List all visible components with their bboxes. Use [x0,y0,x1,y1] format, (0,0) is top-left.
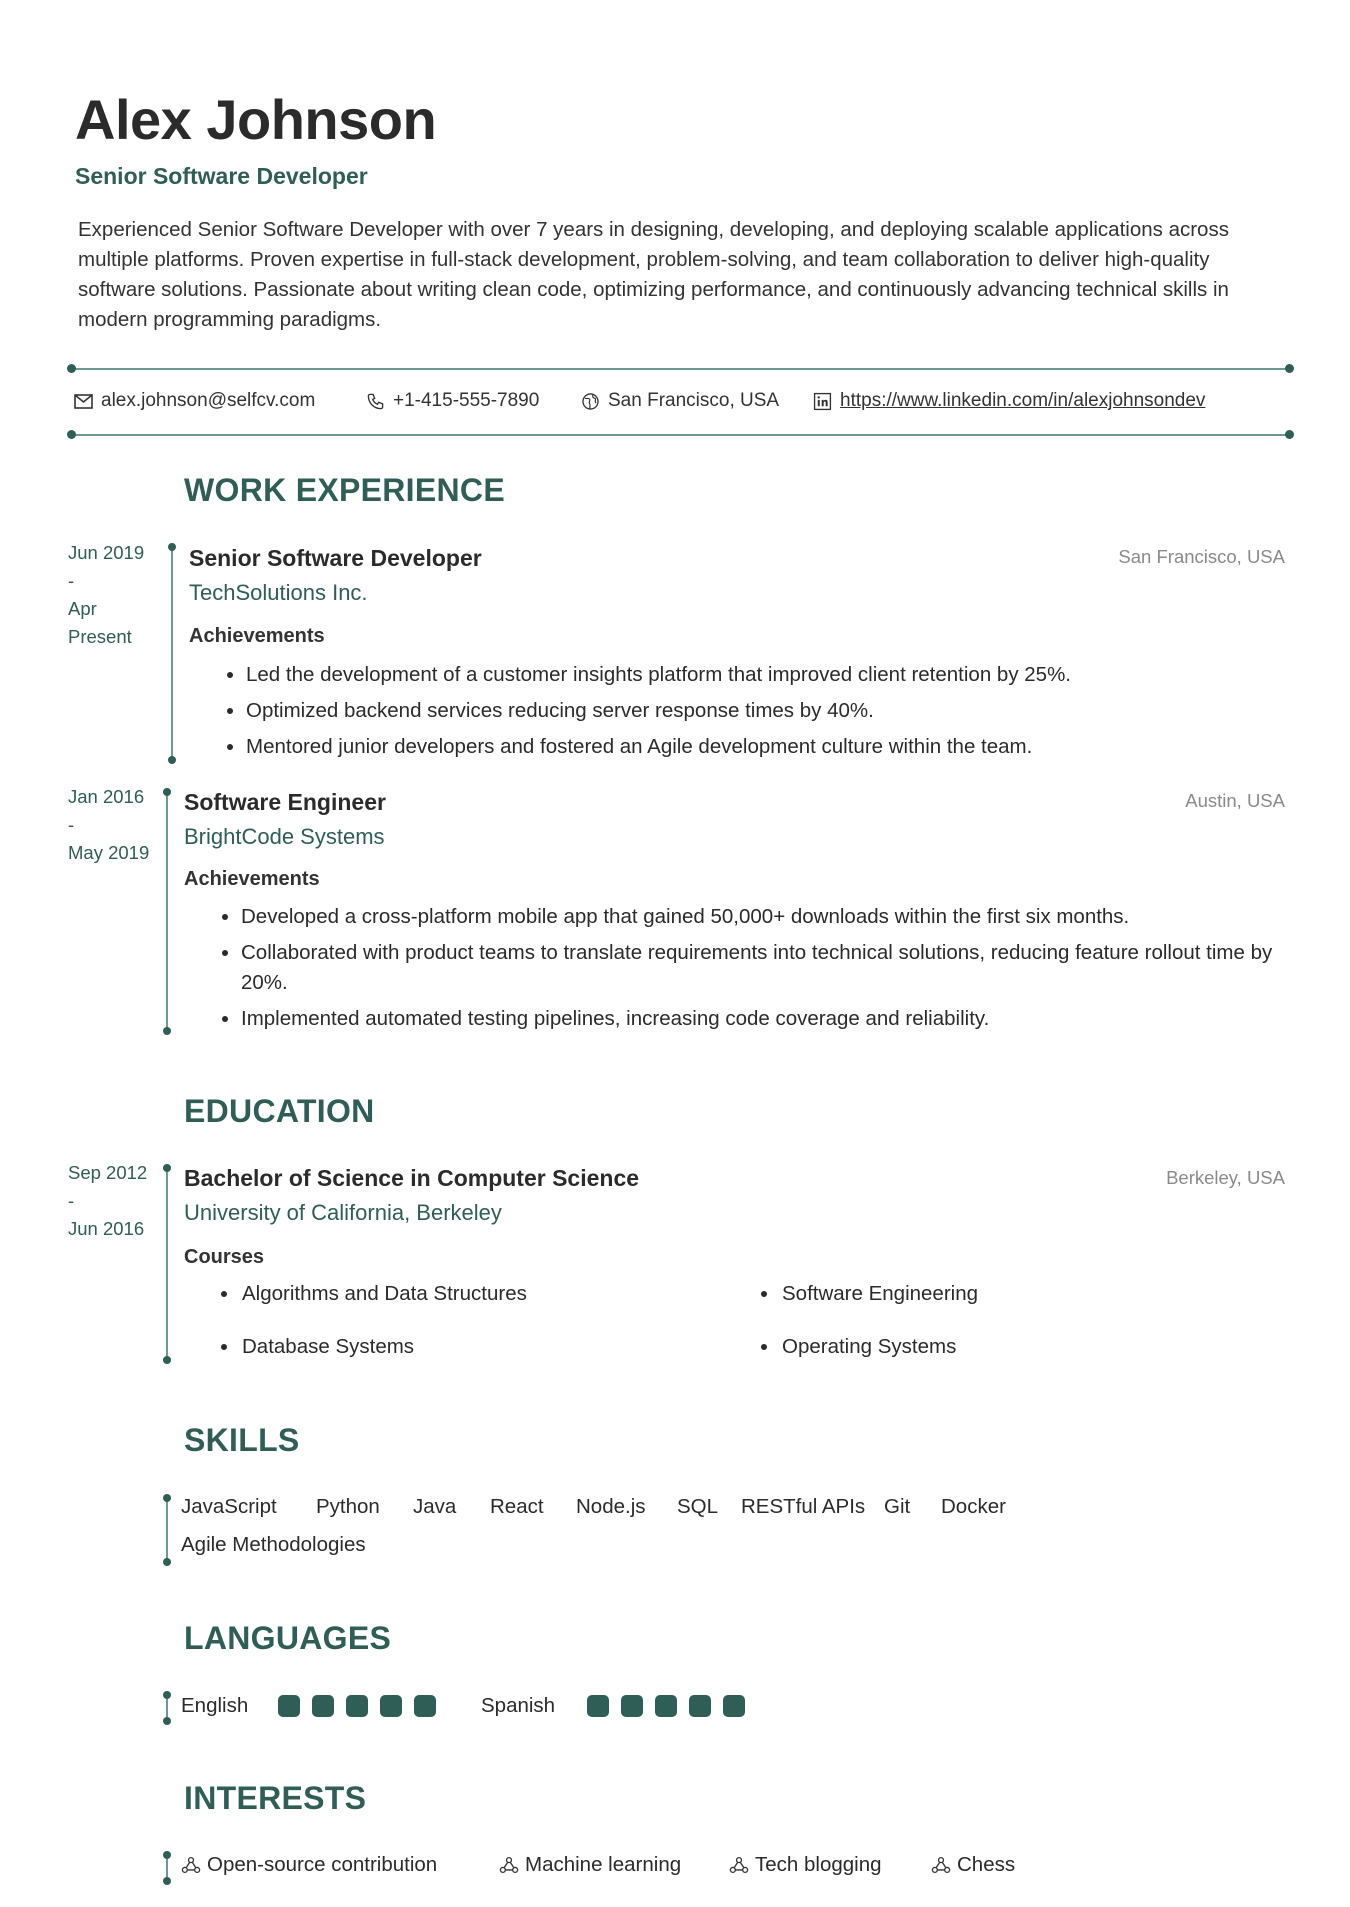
skill-item: Python [316,1495,380,1518]
contact-email-text: alex.johnson@selfcv.com [101,390,316,411]
rating-square [587,1695,609,1717]
interest-label: Machine learning [525,1853,682,1876]
network-icon [931,1856,951,1874]
linkedin-icon [813,392,832,411]
summary-text: Experienced Senior Software Developer with over 7 years in designing, developing, and deploying scalable applications across multiple platforms. Proven expertise in full-stack development, problem-solving, and team collaboration to deliver high-quality software solutions. Passionate about writing clean code, optimizing performance, and continuously advancing technical skills in modern programming paradigms. [78,218,1229,331]
date-start: Sep 2012 [68,1162,148,1183]
section-title-interests: INTERESTS [184,1780,367,1816]
contact-location [581,386,779,416]
rating-square [723,1695,745,1717]
contact-phone-text: +1-415-555-7890 [393,390,540,411]
school-name: University of California, Berkeley [184,1200,502,1225]
divider-top [71,368,1289,370]
rating-square [346,1695,368,1717]
timeline-line [166,1496,168,1562]
date-end: Jun 2016 [68,1218,145,1239]
date-separator: - [68,814,75,835]
achievements-heading: Achievements [184,868,320,890]
interest-item [931,1853,1015,1877]
timeline-dot [168,543,176,551]
network-icon [499,1856,519,1874]
timeline-line [166,790,168,1030]
date-separator: - [68,1190,75,1211]
timeline-line [166,1166,168,1359]
skill-item: Git [884,1495,911,1518]
date-start: Jan 2016 [68,786,145,807]
timeline-dot [163,1851,171,1859]
skill-item: RESTful APIs [741,1495,866,1518]
section-title-work: WORK EXPERIENCE [184,472,505,508]
skill-item: Node.js [576,1495,646,1518]
education-location: Berkeley, USA [1166,1167,1285,1188]
timeline-dot [163,1494,171,1502]
course-item: Database Systems [221,1335,414,1359]
divider-dot [67,430,76,439]
timeline-dot [163,1164,171,1172]
contact-email[interactable] [74,386,315,416]
achievements-list [184,902,1279,1040]
course-item: Software Engineering [761,1282,978,1306]
timeline-dot [163,1877,171,1885]
skill-item: React [490,1495,544,1518]
skill-item: Agile Methodologies [181,1533,366,1556]
rating-square [689,1695,711,1717]
course-item: Operating Systems [761,1335,956,1359]
job-title: Software Engineer [184,789,386,815]
skill-item: Docker [941,1495,1006,1518]
courses-heading: Courses [184,1246,265,1268]
interest-item [729,1853,882,1877]
rating-square [414,1695,436,1717]
list-item: Implemented automated testing pipelines, increasing code coverage and reliability. [184,1004,1279,1034]
language-rating [278,1695,448,1722]
divider-dot [1285,430,1294,439]
skill-item: JavaScript [181,1495,277,1518]
job-location: Austin, USA [1185,790,1285,811]
timeline-dot [168,756,176,764]
timeline-dot [163,1691,171,1699]
date-end: Present [68,626,132,647]
timeline-dot [163,1558,171,1566]
envelope-icon [74,394,93,409]
date-start: Jun 2019 [68,542,145,563]
candidate-name: Alex Johnson [75,88,437,151]
rating-square [312,1695,334,1717]
divider-dot [67,364,76,373]
interest-label: Open-source contribution [207,1853,438,1876]
contact-linkedin[interactable] [813,386,1205,416]
degree-title: Bachelor of Science in Computer Science [184,1165,640,1191]
list-item: Led the development of a customer insights platform that improved client retention by 25%. [189,660,1279,690]
linkedin-link[interactable]: https://www.linkedin.com/in/alexjohnsondev [840,390,1206,411]
timeline-dot [163,1717,171,1725]
job-dates [68,539,168,651]
language-name: English [181,1694,249,1717]
divider-bottom [71,434,1289,436]
skill-item: SQL [677,1495,719,1518]
rating-square [655,1695,677,1717]
interest-label: Chess [957,1853,1016,1876]
date-end: Apr [68,598,97,619]
section-title-languages: LANGUAGES [184,1620,392,1656]
contact-location-text: San Francisco, USA [608,390,780,411]
globe-icon [581,392,600,411]
list-item: Optimized backend services reducing server response times by 40%. [189,696,1279,726]
network-icon [729,1856,749,1874]
language-rating [587,1695,757,1722]
education-dates [68,1159,168,1243]
network-icon [181,1856,201,1874]
rating-square [278,1695,300,1717]
achievements-list [189,660,1279,768]
timeline-dot [163,1027,171,1035]
rating-square [621,1695,643,1717]
list-item: Collaborated with product teams to translate requirements into technical solutions, reducing feature rollout time by 20%. [184,938,1279,998]
section-title-education: EDUCATION [184,1093,375,1129]
date-end: May 2019 [68,842,150,863]
interest-item [499,1853,681,1877]
course-item: Algorithms and Data Structures [221,1282,527,1306]
job-dates [68,783,168,867]
job-location: San Francisco, USA [1118,546,1285,567]
section-title-skills: SKILLS [184,1422,300,1458]
rating-square [380,1695,402,1717]
candidate-title: Senior Software Developer [75,163,368,189]
phone-icon [366,392,385,411]
job-title: Senior Software Developer [189,545,482,571]
contact-phone[interactable] [366,386,539,416]
list-item: Developed a cross-platform mobile app that gained 50,000+ downloads within the first six months. [184,902,1279,932]
skill-item: Java [413,1495,457,1518]
interest-label: Tech blogging [755,1853,882,1876]
interest-item [181,1853,437,1877]
language-name: Spanish [481,1694,556,1717]
date-separator: - [68,570,75,591]
company-name: TechSolutions Inc. [189,580,368,605]
list-item: Mentored junior developers and fostered an Agile development culture within the team. [189,732,1279,762]
timeline-line [171,545,173,760]
timeline-dot [163,788,171,796]
timeline-dot [163,1356,171,1364]
company-name: BrightCode Systems [184,824,385,849]
divider-dot [1285,364,1294,373]
achievements-heading: Achievements [189,625,325,647]
